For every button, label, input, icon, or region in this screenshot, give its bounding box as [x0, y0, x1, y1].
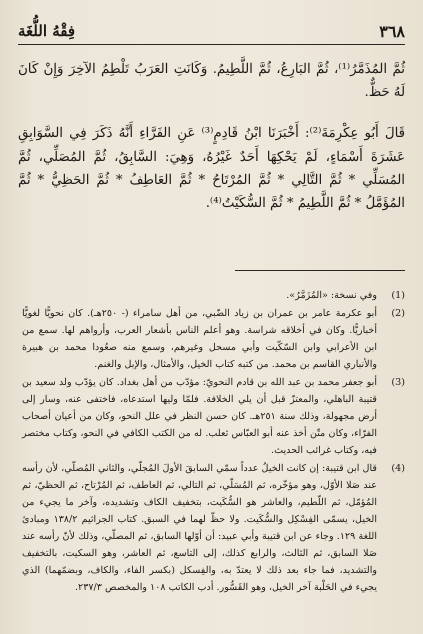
page-number: ٣٦٨ [379, 22, 405, 41]
running-title: فِقْهُ اللُّغَة [18, 22, 76, 40]
footnote-number: (4) [391, 463, 405, 474]
main-text [18, 58, 405, 215]
footnote-1 [22, 287, 405, 304]
footnote-number: (1) [391, 290, 405, 301]
footnote-text: أبو عكرمة عامر بن عمران بن زياد الضّبي، من أهل سامراء (- ٢٥٠هـ). كان نحويًّا لغويًّا أخباريًّا. وكان في أخلاقه شراسة. وهو أعلم الناس بأشعار العرب، وأرواهم لها. سمع من ابن الأعرابي وابن السّكّيت وأبي مسحل وغيرهم، وسمع منه صعُودا محمد بن هبيرة والأنباري القاسم بن محمد. من كتبه كتاب الخيل، والأمثال، والإبل والغنم. [22, 308, 377, 370]
page-header [18, 0, 405, 45]
footnote-divider [235, 270, 405, 271]
footnote-4 [22, 460, 405, 596]
main-paragraph-2: قَالَ أَبُو عِكْرِمَةَ⁽²⁾: أَخْبَرَنَا ابْنُ قَادِمٍ⁽³⁾ عَنِ الفَرَّاءِ أَنَّهُ ذَكَرَ فِي السَّوَابِقِ عَشَرَةَ أَسْمَاءٍ، لَمْ يَحْكِهَا أَحَدٌ غَيْرُهُ، وَهِيَ: السَّابِقُ، ثُمَّ المُصَلِّي، ثُمَّ المُسَلِّي * ثُمَّ التَّالِي * ثُمَّ المُرْتَاحُ * ثُمَّ العَاطِفُ * ثُمَّ الحَظِيُّ * ثُمَّ المُؤَمَّلُ * ثُمَّ اللَّطِيمُ * ثُمَّ السُّكَيْتُ⁽⁴⁾. [18, 126, 405, 212]
footnote-text: قال ابن قتيبة: إن كانت الخيلُ عدداً سمّي السابقَ الأولَ المُجلّي، والثاني المُصلّي، لأن رأسه عند صَلا الأوّل، وهو مؤخّره، ثم المُسَلّي، ثم التالي، ثم العاطف، ثم المُرْتاح، ثم الحظيّ، ثم المُؤمّل، ثم اللّطيم، والعاشر هو السُّكَيت، بتخفيف الكاف وتشديده، وآخر ما يجيء من الخيل، يسمّى الفِسْكِل والسُّكَيت. ولا حظّ لهما في السبق. كتاب الجراثيم ١٣٨/٢ ومبادئ اللغة ١٢٩. وجاء عن ابن قتيبة وأبي عبيد: أن أوّلها السابق، ثم المصلّي، وذلك لأنّ رأسه عند صَلا السابق، ثم الثالث، والرابع كذلك، إلى التاسع، ثم العاشر، وهو السكيت، بالتخفيف والتشديد، فما جاء بعد ذلك لا يعتدّ به، والفِسكل (بكسر الفاء، والكاف، وبضمّهما) الذي يجيء في الحَلْبة آخر الخيل، وهو القَسُّور. أدب الكاتب ١٠٨ والمخصص ٢٣٧/٣. [22, 463, 377, 593]
footnote-text: وفي نسخة: «المُزَمَّرُ». [286, 290, 377, 301]
footnote-number: (3) [391, 377, 405, 388]
footnotes [22, 287, 405, 597]
main-paragraph-1: ثُمَّ المُذَمَّرُ⁽¹⁾، ثُمَّ البَارِعُ، ثُمَّ اللَّطِيمُ. وَكَانَتِ العَرَبُ تَلْطِمُ الآخِرَ وَإِنْ كَانَ لَهُ حَظٌّ. [18, 62, 405, 101]
footnote-2 [22, 305, 405, 373]
footnote-number: (2) [391, 308, 405, 319]
footnote-text: أبو جعفر محمد بن عبد الله بن قادم النحويّ: مؤدّب من أهل بغداد. كان يؤدّب ولد سعيد بن قتيبة الباهلي، والمعتزّ قبل أن يلي الخلافة. فلمّا وليها استدعاه، فاختفى عنه، وسار إلى أرض مجهولة، وذلك سنة ٢٥١هـ. كان حسن النظر في علل النحو، وكان من أعيان أصحاب الفرّاء، وكان متّن أخذ عنه أبو العبّاس ثعلب. له من الكتب الكافي في النحو، وكتاب مختصر فيه، وكتاب غرائب الحديث. [22, 377, 377, 456]
footnote-3 [22, 374, 405, 459]
